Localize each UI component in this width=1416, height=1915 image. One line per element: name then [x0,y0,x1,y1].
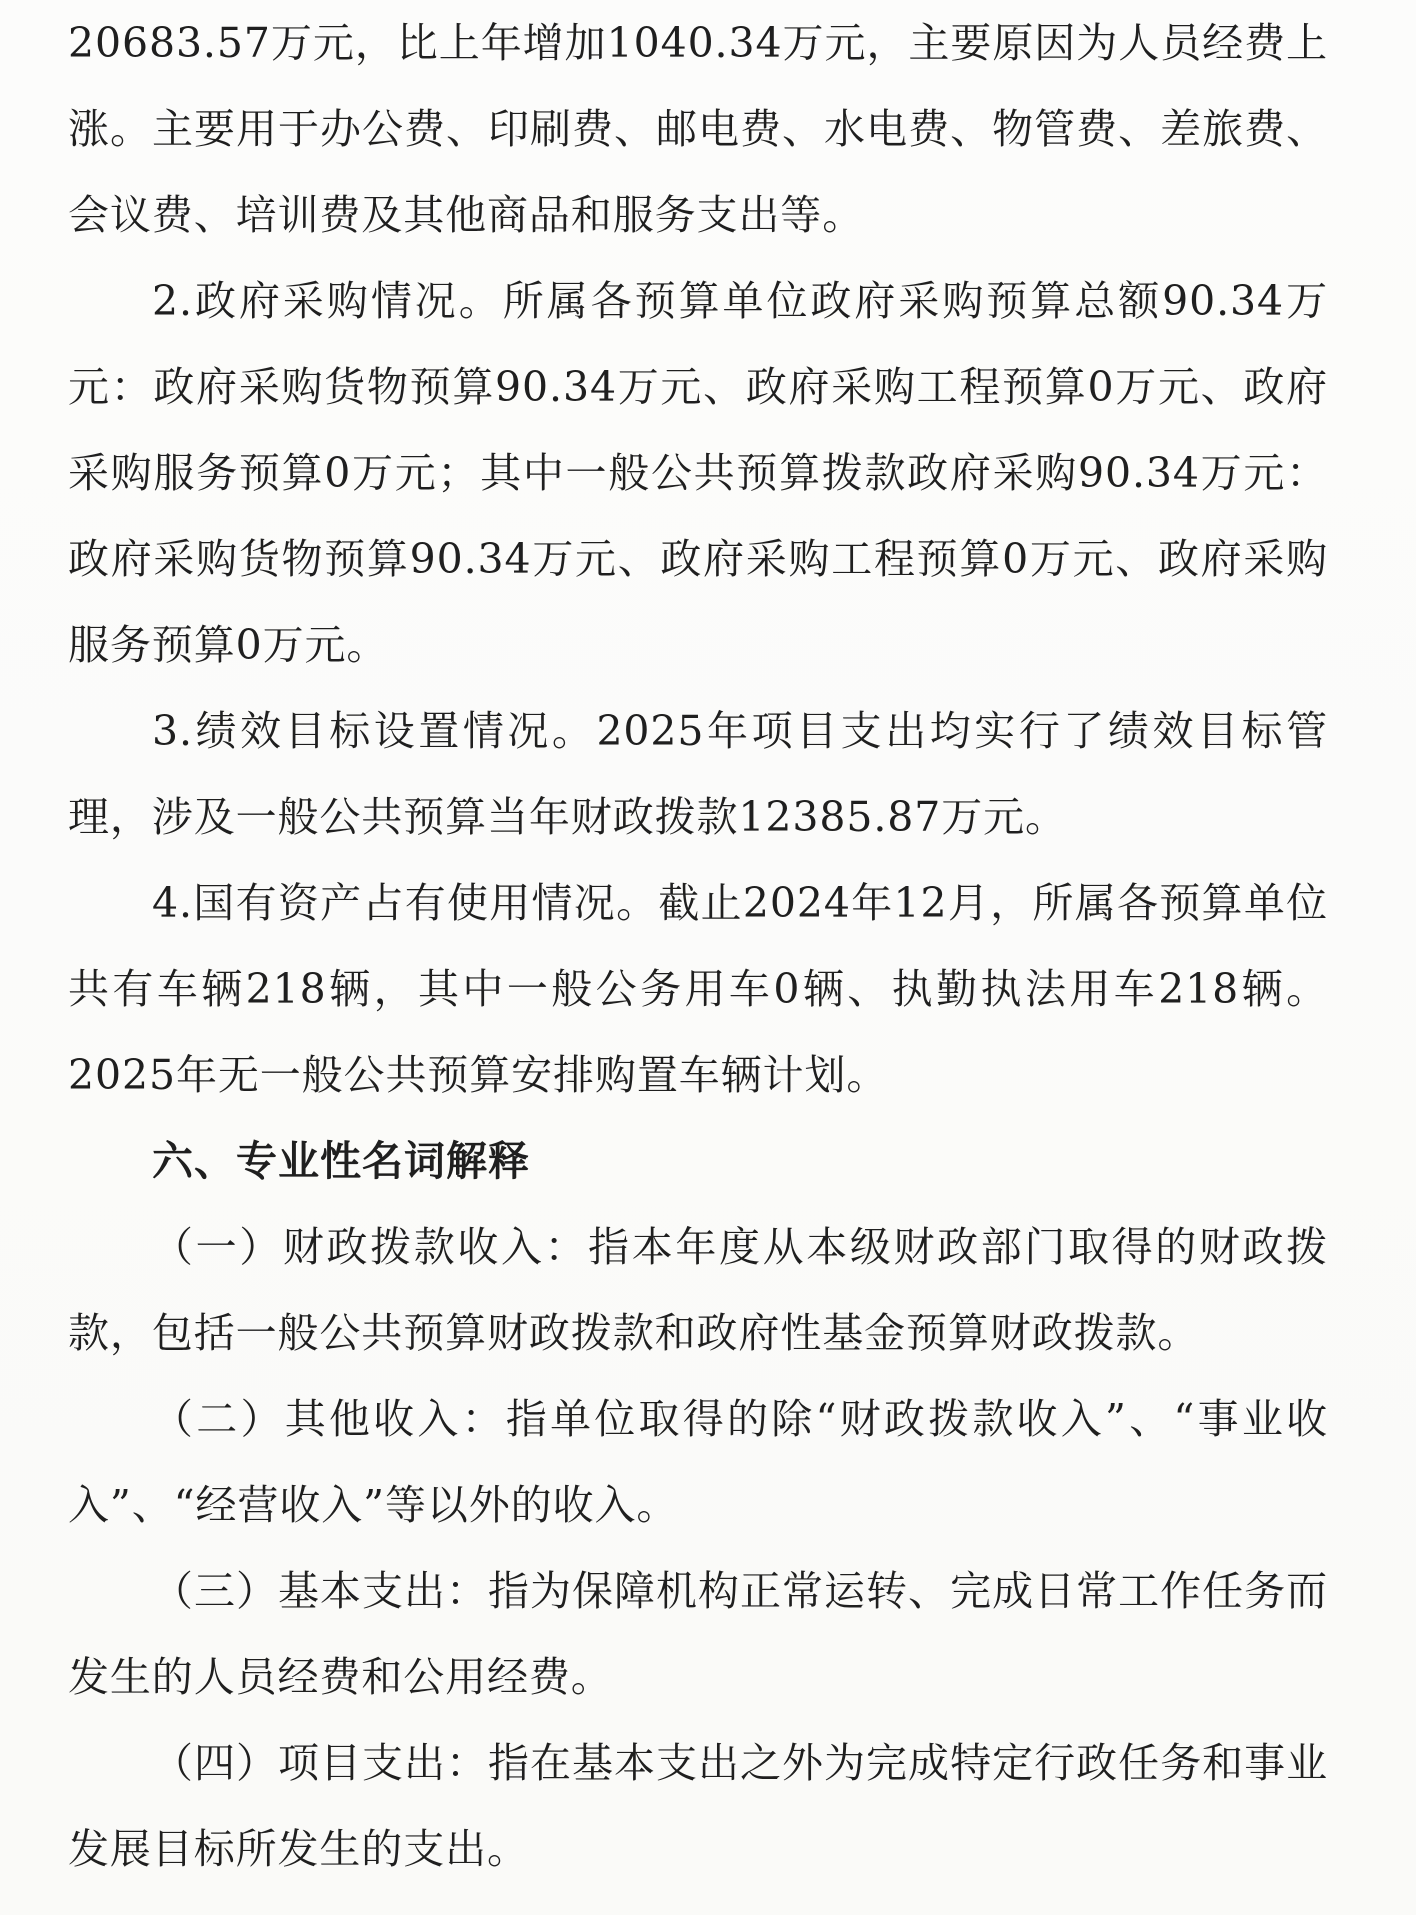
paragraph-term-project-expenditure: （四）项目支出：指在基本支出之外为完成特定行政任务和事业发展目标所发生的支出。 [68,1739,1328,1873]
paragraph-government-procurement: 2.政府采购情况。所属各预算单位政府采购预算总额90.34万元：政府采购货物预算90.34万元、政府采购工程预算0万元、政府采购服务预算0万元；其中一般公共预算拨款政府采购90.34万元：政府采购货物预算90.34万元、政府采购工程预算0万元、政府采购服务预算0万元。 [68,277,1328,669]
paragraph-term-other-income: （二）其他收入：指单位取得的除“财政拨款收入”、“事业收入”、“经营收入”等以外的收入。 [68,1395,1328,1529]
section-heading-terminology: 六、专业性名词解释 [152,1137,530,1185]
paragraph-state-assets: 4.国有资产占有使用情况。截止2024年12月，所属各预算单位共有车辆218辆，其中一般公务用车0辆、执勤执法用车218辆。2025年无一般公共预算安排购置车辆计划。 [68,879,1328,1099]
document-body [68,0,1328,1892]
paragraph-term-fiscal-appropriation: （一）财政拨款收入：指本年度从本级财政部门取得的财政拨款，包括一般公共预算财政拨款和政府性基金预算财政拨款。 [68,1223,1328,1357]
paragraph-performance-targets: 3.绩效目标设置情况。2025年项目支出均实行了绩效目标管理，涉及一般公共预算当年财政拨款12385.87万元。 [68,707,1328,841]
paragraph-term-basic-expenditure: （三）基本支出：指为保障机构正常运转、完成日常工作任务而发生的人员经费和公用经费。 [68,1567,1328,1701]
paragraph-expense-continuation: 20683.57万元，比上年增加1040.34万元，主要原因为人员经费上涨。主要用于办公费、印刷费、邮电费、水电费、物管费、差旅费、会议费、培训费及其他商品和服务支出等。 [68,19,1328,239]
